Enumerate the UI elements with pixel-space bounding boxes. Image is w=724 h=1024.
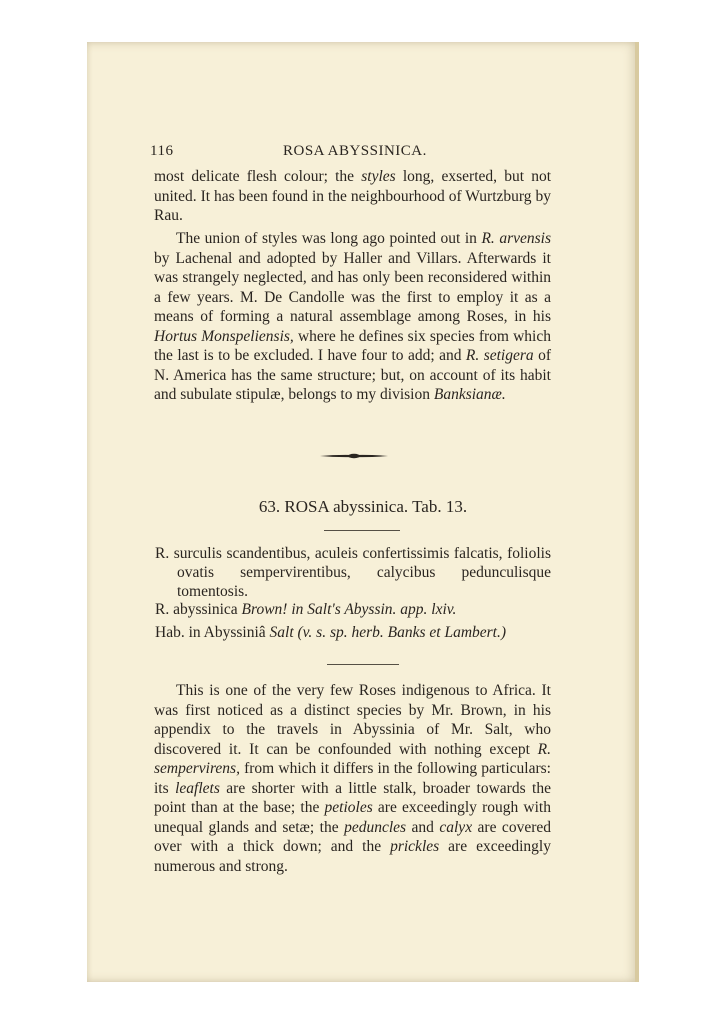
paragraph-union-of-styles: The union of styles was long ago pointed out in R. arvensis by Lachenal and adopted by Haller and Villars. Afterwards it was strangely neglected, and has only been reconsidered within a few years. M. De Candolle was the first to employ it as a means of forming a natural assemblage among Roses, in his Hortus Monspeliensis, where he defines six species from which the last is to be excluded. I have four to add; and R. setigera of N. America has the same structure; but, on account of its habit and subulate stipulæ, belongs to my division Banksianæ. — [154, 230, 551, 403]
paragraph-discussion: This is one of the very few Roses indigenous to Africa. It was first noticed as a distinct species by Mr. Brown, in his appendix to the travels in Abyssinia of Mr. Salt, who discovered it. It can be confounded with nothing except R. sempervirens, from which it differs in the following particulars: its leaflets are shorter with a little stalk, broader towards the point than at the base; the petioles are exceedingly rough with unequal glands and setæ; the peduncles and calyx are covered over with a thick down; and the prickles are exceedingly numerous and strong. — [154, 682, 551, 875]
section-title: 63. ROSA abyssinica. Tab. 13. — [258, 497, 468, 516]
book-page — [87, 42, 639, 982]
synonym: R. abyssinica Brown! in Salt's Abyssin. app. lxiv. — [155, 601, 457, 618]
paragraph-continued: most delicate flesh colour; the styles long, exserted, but not united. It has been found in the neighbourhood of Wurtzburg by Rau. — [154, 168, 551, 224]
section-ornament — [320, 452, 388, 460]
page-number: 116 — [150, 143, 174, 159]
habitat: Hab. in Abyssiniâ Salt (v. s. sp. herb. Banks et Lambert.) — [155, 624, 507, 641]
description-rule — [327, 664, 399, 665]
diagnosis: R. surculis scandentibus, aculeis confertissimis falcatis, foliolis ovatis sempervirentibus, calycibus pedunculisque tomentosis. — [155, 545, 551, 600]
running-title: ROSA ABYSSINICA. — [283, 143, 427, 159]
title-rule — [324, 530, 400, 531]
